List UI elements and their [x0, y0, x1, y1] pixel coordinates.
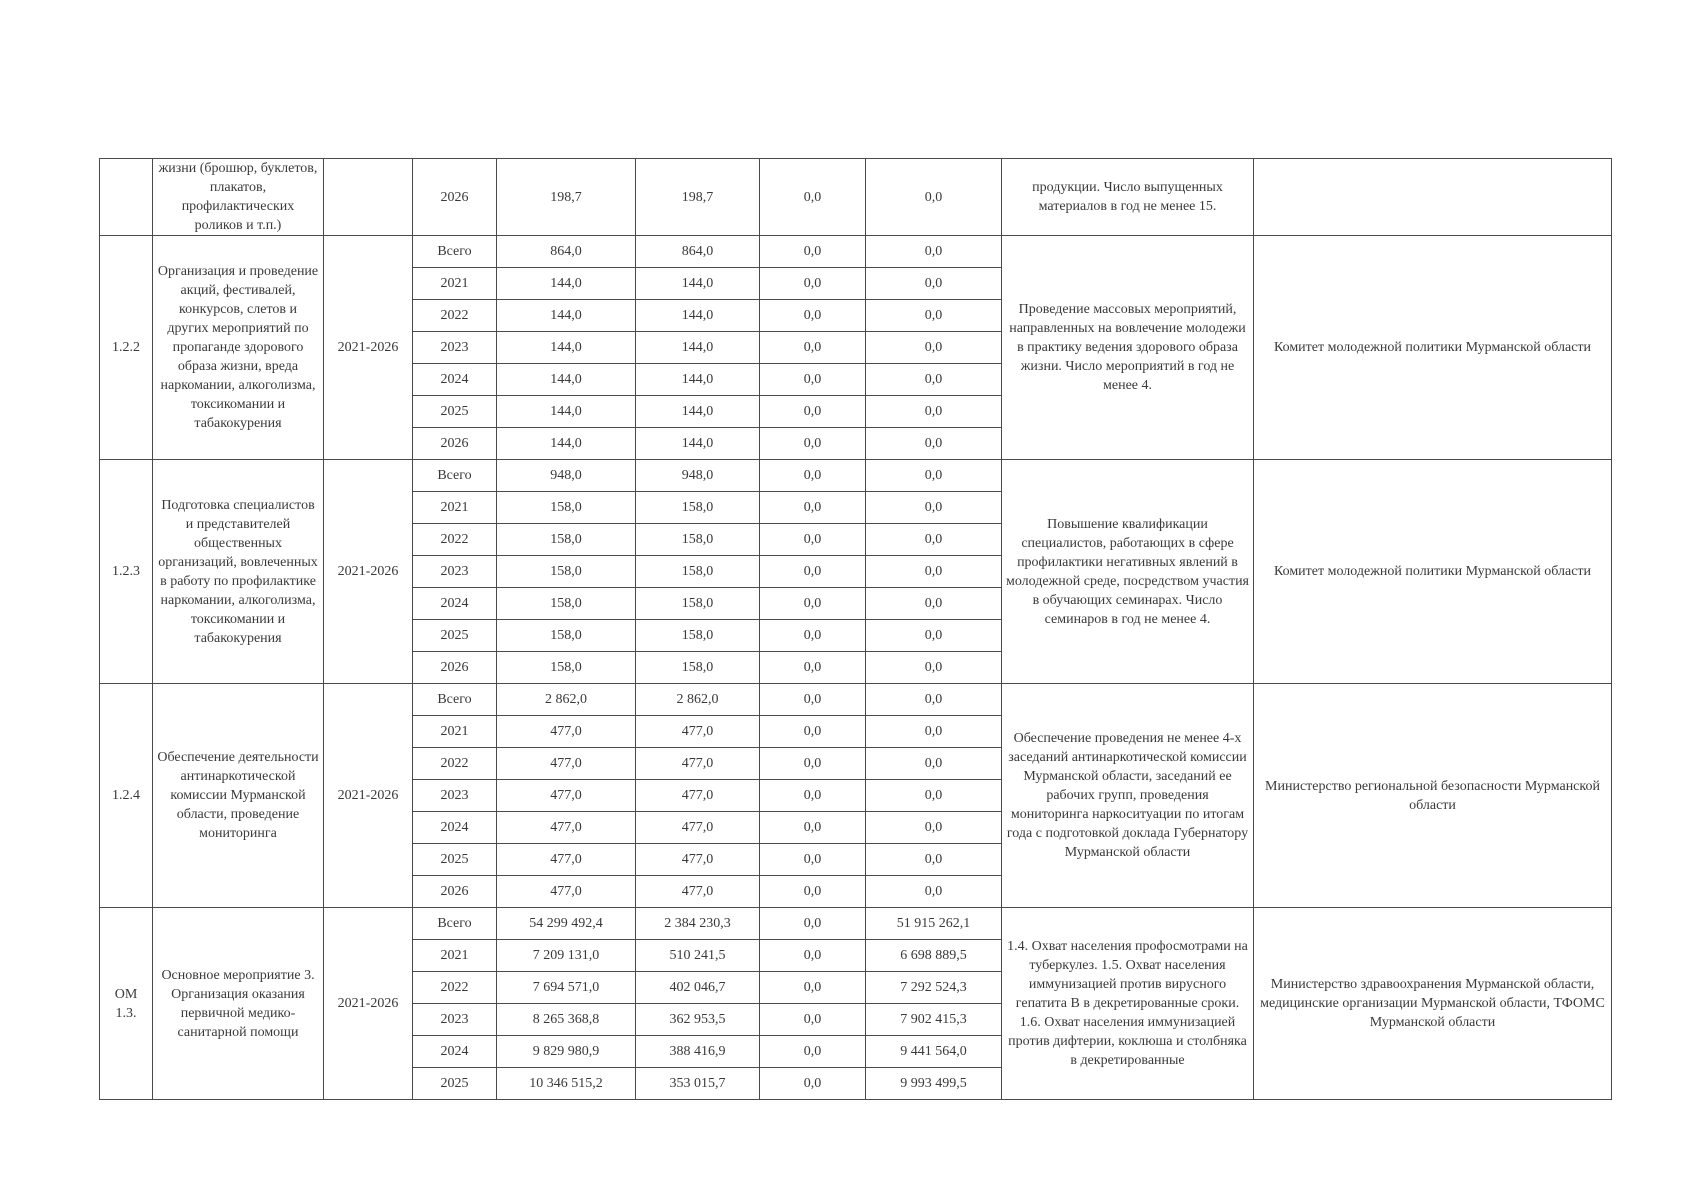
federal-budget-cell: 0,0	[760, 236, 866, 268]
regional-budget-cell: 198,7	[636, 159, 760, 236]
total-funding-cell: 158,0	[497, 652, 636, 684]
total-funding-cell: 10 346 515,2	[497, 1068, 636, 1100]
executor-cell: Комитет молодежной политики Мурманской области	[1254, 236, 1612, 460]
measure-term-cell: 2021-2026	[324, 908, 413, 1100]
year-cell: 2023	[413, 780, 497, 812]
regional-budget-cell: 144,0	[636, 332, 760, 364]
federal-budget-cell: 0,0	[760, 684, 866, 716]
total-funding-cell: 477,0	[497, 876, 636, 908]
other-sources-cell: 0,0	[866, 332, 1002, 364]
year-cell: 2022	[413, 972, 497, 1004]
federal-budget-cell: 0,0	[760, 300, 866, 332]
regional-budget-cell: 353 015,7	[636, 1068, 760, 1100]
regional-budget-cell: 864,0	[636, 236, 760, 268]
total-funding-cell: 144,0	[497, 364, 636, 396]
table-row	[100, 236, 1612, 268]
regional-budget-cell: 2 862,0	[636, 684, 760, 716]
federal-budget-cell: 0,0	[760, 524, 866, 556]
total-funding-cell: 2 862,0	[497, 684, 636, 716]
other-sources-cell: 0,0	[866, 556, 1002, 588]
federal-budget-cell: 0,0	[760, 556, 866, 588]
year-cell: 2021	[413, 492, 497, 524]
expected-result-cell: 1.4. Охват населения профосмотрами на туберкулез. 1.5. Охват населения иммунизацией против вирусного гепатита В в декретированные сроки. 1.6. Охват населения иммунизацией против дифтерии, коклюша и столбняка в декретированные	[1002, 908, 1254, 1100]
federal-budget-cell: 0,0	[760, 460, 866, 492]
regional-budget-cell: 477,0	[636, 812, 760, 844]
year-cell: 2025	[413, 844, 497, 876]
year-cell: 2025	[413, 620, 497, 652]
regional-budget-cell: 144,0	[636, 300, 760, 332]
year-cell: 2024	[413, 1036, 497, 1068]
measure-description-cell: Организация и проведение акций, фестивалей, конкурсов, слетов и других мероприятий по пропаганде здорового образа жизни, вреда наркомании, алкоголизма, токсикомании и табакокурения	[153, 236, 324, 460]
measure-term-cell: 2021-2026	[324, 684, 413, 908]
regional-budget-cell: 144,0	[636, 428, 760, 460]
federal-budget-cell: 0,0	[760, 780, 866, 812]
table-row	[100, 684, 1612, 716]
measure-term-cell: 2021-2026	[324, 236, 413, 460]
federal-budget-cell: 0,0	[760, 1004, 866, 1036]
federal-budget-cell: 0,0	[760, 972, 866, 1004]
expected-result-cell: продукции. Число выпущенных материалов в год не менее 15.	[1002, 159, 1254, 236]
other-sources-cell: 0,0	[866, 428, 1002, 460]
measure-term-cell	[324, 159, 413, 236]
federal-budget-cell: 0,0	[760, 364, 866, 396]
federal-budget-cell: 0,0	[760, 1068, 866, 1100]
total-funding-cell: 9 829 980,9	[497, 1036, 636, 1068]
executor-cell: Министерство здравоохранения Мурманской области, медицинские организации Мурманской области, ТФОМС Мурманской области	[1254, 908, 1612, 1100]
total-funding-cell: 158,0	[497, 556, 636, 588]
regional-budget-cell: 477,0	[636, 748, 760, 780]
expected-result-cell: Обеспечение проведения не менее 4-х заседаний антинаркотической комиссии Мурманской области, заседаний ее рабочих групп, проведения мониторинга наркоситуации по итогам года с подготовкой доклада Губернатору Мурманской области	[1002, 684, 1254, 908]
other-sources-cell: 0,0	[866, 780, 1002, 812]
total-funding-cell: 948,0	[497, 460, 636, 492]
other-sources-cell: 0,0	[866, 812, 1002, 844]
year-cell: Всего	[413, 236, 497, 268]
total-funding-cell: 158,0	[497, 620, 636, 652]
other-sources-cell: 0,0	[866, 652, 1002, 684]
year-cell: 2021	[413, 268, 497, 300]
year-cell: 2024	[413, 812, 497, 844]
regional-budget-cell: 477,0	[636, 876, 760, 908]
federal-budget-cell: 0,0	[760, 812, 866, 844]
total-funding-cell: 477,0	[497, 780, 636, 812]
regional-budget-cell: 402 046,7	[636, 972, 760, 1004]
regional-budget-cell: 158,0	[636, 652, 760, 684]
other-sources-cell: 0,0	[866, 300, 1002, 332]
year-cell: 2025	[413, 1068, 497, 1100]
federal-budget-cell: 0,0	[760, 428, 866, 460]
regional-budget-cell: 362 953,5	[636, 1004, 760, 1036]
measure-code-cell: 1.2.3	[100, 460, 153, 684]
federal-budget-cell: 0,0	[760, 652, 866, 684]
federal-budget-cell: 0,0	[760, 876, 866, 908]
federal-budget-cell: 0,0	[760, 1036, 866, 1068]
other-sources-cell: 0,0	[866, 748, 1002, 780]
other-sources-cell: 0,0	[866, 620, 1002, 652]
measure-description-cell: жизни (брошюр, буклетов, плакатов, профилактических роликов и т.п.)	[153, 159, 324, 236]
table-body	[100, 159, 1612, 1100]
total-funding-cell: 144,0	[497, 300, 636, 332]
other-sources-cell: 0,0	[866, 876, 1002, 908]
year-cell: 2021	[413, 940, 497, 972]
other-sources-cell: 51 915 262,1	[866, 908, 1002, 940]
year-cell: Всего	[413, 460, 497, 492]
other-sources-cell: 9 441 564,0	[866, 1036, 1002, 1068]
total-funding-cell: 144,0	[497, 332, 636, 364]
total-funding-cell: 477,0	[497, 716, 636, 748]
total-funding-cell: 144,0	[497, 396, 636, 428]
regional-budget-cell: 477,0	[636, 716, 760, 748]
regional-budget-cell: 144,0	[636, 268, 760, 300]
other-sources-cell: 0,0	[866, 236, 1002, 268]
total-funding-cell: 477,0	[497, 844, 636, 876]
year-cell: 2023	[413, 332, 497, 364]
measure-code-cell: 1.2.4	[100, 684, 153, 908]
other-sources-cell: 0,0	[866, 844, 1002, 876]
federal-budget-cell: 0,0	[760, 396, 866, 428]
year-cell: 2026	[413, 159, 497, 236]
regional-budget-cell: 144,0	[636, 396, 760, 428]
federal-budget-cell: 0,0	[760, 908, 866, 940]
federal-budget-cell: 0,0	[760, 940, 866, 972]
other-sources-cell: 0,0	[866, 396, 1002, 428]
year-cell: 2026	[413, 428, 497, 460]
other-sources-cell: 0,0	[866, 159, 1002, 236]
year-cell: 2024	[413, 588, 497, 620]
regional-budget-cell: 158,0	[636, 492, 760, 524]
regional-budget-cell: 510 241,5	[636, 940, 760, 972]
regional-budget-cell: 477,0	[636, 780, 760, 812]
other-sources-cell: 0,0	[866, 588, 1002, 620]
regional-budget-cell: 144,0	[636, 364, 760, 396]
other-sources-cell: 9 993 499,5	[866, 1068, 1002, 1100]
year-cell: 2022	[413, 524, 497, 556]
table-row	[100, 460, 1612, 492]
year-cell: Всего	[413, 684, 497, 716]
total-funding-cell: 158,0	[497, 524, 636, 556]
measure-description-cell: Основное мероприятие 3. Организация оказания первичной медико-санитарной помощи	[153, 908, 324, 1100]
other-sources-cell: 6 698 889,5	[866, 940, 1002, 972]
federal-budget-cell: 0,0	[760, 268, 866, 300]
total-funding-cell: 54 299 492,4	[497, 908, 636, 940]
program-measures-table	[99, 158, 1612, 1100]
total-funding-cell: 7 694 571,0	[497, 972, 636, 1004]
other-sources-cell: 0,0	[866, 492, 1002, 524]
total-funding-cell: 477,0	[497, 812, 636, 844]
year-cell: 2024	[413, 364, 497, 396]
other-sources-cell: 0,0	[866, 268, 1002, 300]
measure-code-cell	[100, 159, 153, 236]
measure-code-cell: ОМ 1.3.	[100, 908, 153, 1100]
total-funding-cell: 198,7	[497, 159, 636, 236]
other-sources-cell: 0,0	[866, 716, 1002, 748]
regional-budget-cell: 158,0	[636, 620, 760, 652]
total-funding-cell: 7 209 131,0	[497, 940, 636, 972]
regional-budget-cell: 477,0	[636, 844, 760, 876]
other-sources-cell: 0,0	[866, 364, 1002, 396]
year-cell: 2022	[413, 300, 497, 332]
regional-budget-cell: 388 416,9	[636, 1036, 760, 1068]
federal-budget-cell: 0,0	[760, 620, 866, 652]
regional-budget-cell: 158,0	[636, 524, 760, 556]
federal-budget-cell: 0,0	[760, 844, 866, 876]
executor-cell: Комитет молодежной политики Мурманской области	[1254, 460, 1612, 684]
measure-description-cell: Подготовка специалистов и представителей общественных организаций, вовлеченных в работу по профилактике наркомании, алкоголизма, токсикомании и табакокурения	[153, 460, 324, 684]
other-sources-cell: 0,0	[866, 524, 1002, 556]
total-funding-cell: 8 265 368,8	[497, 1004, 636, 1036]
federal-budget-cell: 0,0	[760, 748, 866, 780]
federal-budget-cell: 0,0	[760, 159, 866, 236]
regional-budget-cell: 158,0	[636, 556, 760, 588]
regional-budget-cell: 158,0	[636, 588, 760, 620]
federal-budget-cell: 0,0	[760, 332, 866, 364]
other-sources-cell: 7 902 415,3	[866, 1004, 1002, 1036]
year-cell: 2023	[413, 556, 497, 588]
total-funding-cell: 144,0	[497, 268, 636, 300]
year-cell: 2022	[413, 748, 497, 780]
executor-cell: Министерство региональной безопасности Мурманской области	[1254, 684, 1612, 908]
expected-result-cell: Повышение квалификации специалистов, работающих в сфере профилактики негативных явлений в молодежной среде, посредством участия в обучающих семинарах. Число семинаров в год не менее 4.	[1002, 460, 1254, 684]
table-row	[100, 908, 1612, 940]
total-funding-cell: 477,0	[497, 748, 636, 780]
total-funding-cell: 158,0	[497, 492, 636, 524]
year-cell: 2026	[413, 652, 497, 684]
year-cell: 2021	[413, 716, 497, 748]
total-funding-cell: 158,0	[497, 588, 636, 620]
year-cell: 2026	[413, 876, 497, 908]
other-sources-cell: 0,0	[866, 684, 1002, 716]
measure-term-cell: 2021-2026	[324, 460, 413, 684]
measure-description-cell: Обеспечение деятельности антинаркотической комиссии Мурманской области, проведение мониторинга	[153, 684, 324, 908]
total-funding-cell: 864,0	[497, 236, 636, 268]
expected-result-cell: Проведение массовых мероприятий, направленных на вовлечение молодежи в практику ведения здорового образа жизни. Число мероприятий в год не менее 4.	[1002, 236, 1254, 460]
table-row	[100, 159, 1612, 236]
executor-cell	[1254, 159, 1612, 236]
federal-budget-cell: 0,0	[760, 492, 866, 524]
measure-code-cell: 1.2.2	[100, 236, 153, 460]
regional-budget-cell: 2 384 230,3	[636, 908, 760, 940]
year-cell: Всего	[413, 908, 497, 940]
year-cell: 2025	[413, 396, 497, 428]
year-cell: 2023	[413, 1004, 497, 1036]
other-sources-cell: 0,0	[866, 460, 1002, 492]
total-funding-cell: 144,0	[497, 428, 636, 460]
federal-budget-cell: 0,0	[760, 716, 866, 748]
federal-budget-cell: 0,0	[760, 588, 866, 620]
other-sources-cell: 7 292 524,3	[866, 972, 1002, 1004]
regional-budget-cell: 948,0	[636, 460, 760, 492]
